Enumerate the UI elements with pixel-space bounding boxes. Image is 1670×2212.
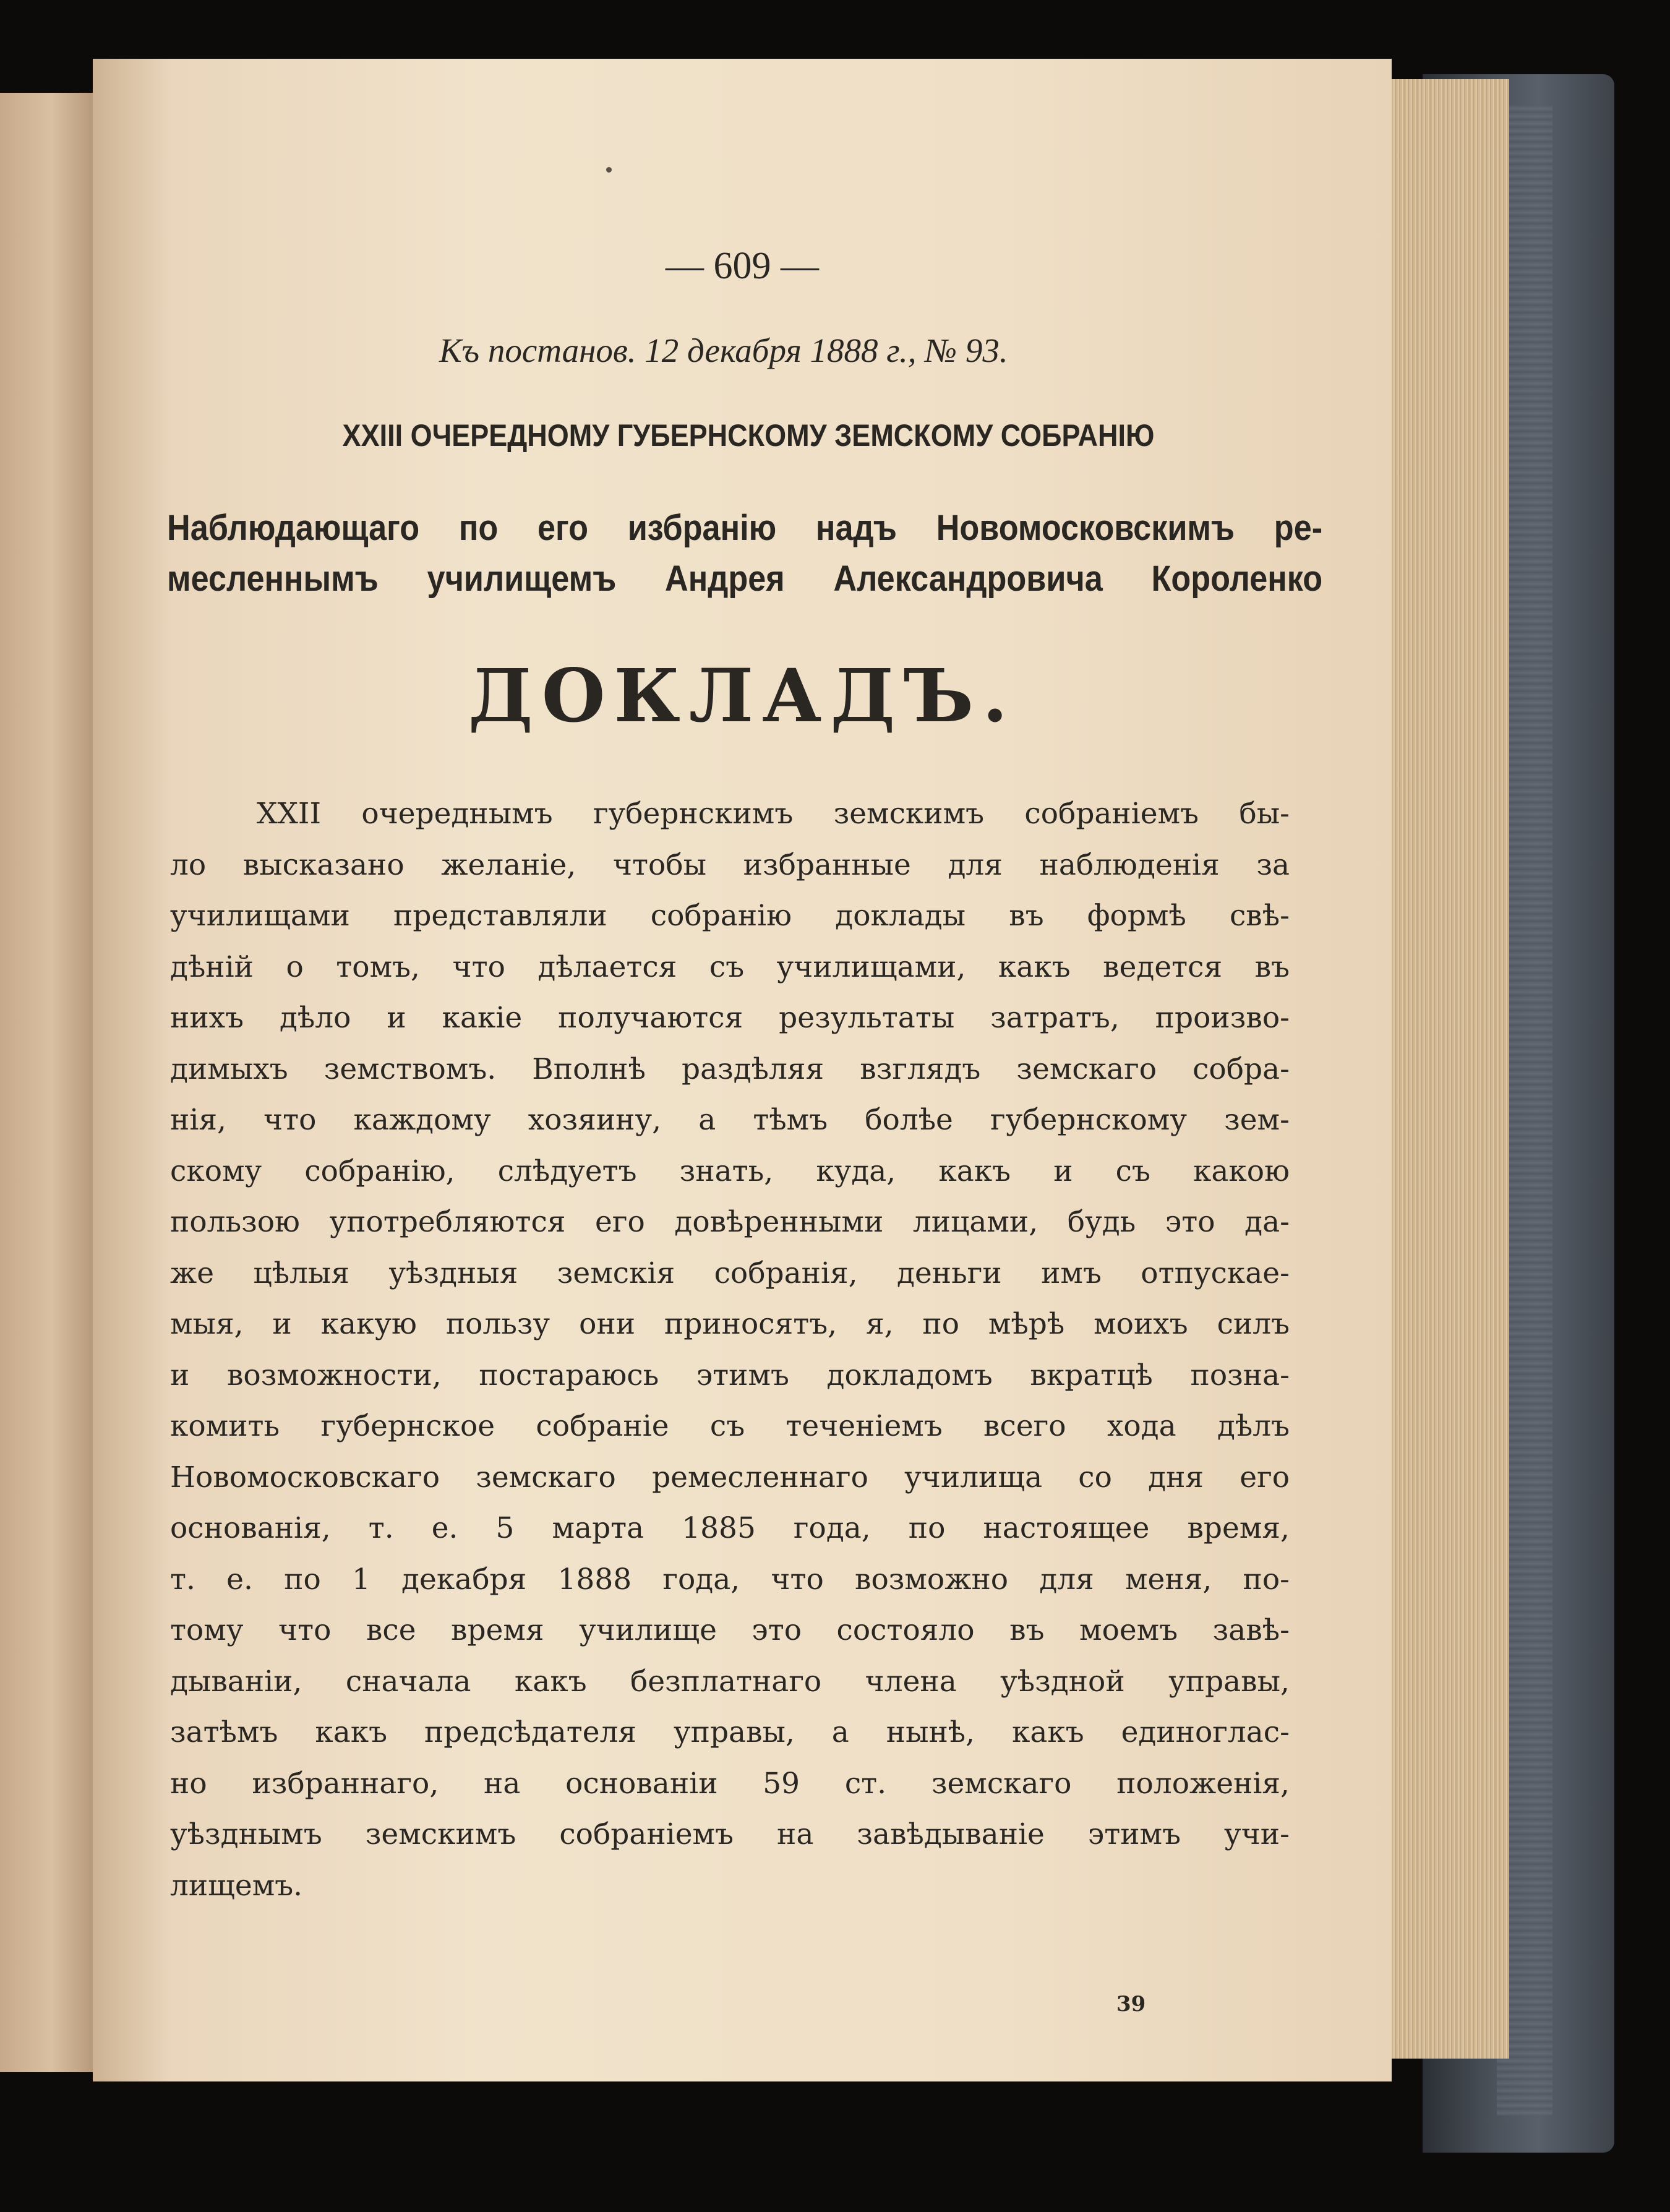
body-line: основанія, т. е. 5 марта 1885 года, по настоящее время, <box>170 1511 1290 1545</box>
page-number: — 609 — <box>666 245 819 287</box>
body-line: же цѣлыя уѣздныя земскія собранія, деньги имъ отпускае- <box>170 1256 1290 1290</box>
signature-mark: 39 <box>1116 1992 1146 2017</box>
body-line: нія, что каждому хозяину, а тѣмъ болѣе губернскому зем- <box>170 1103 1290 1137</box>
body-line: но избраннаго, на основаніи 59 ст. земскаго положенія, <box>170 1766 1290 1801</box>
body-line: дѣній о томъ, что дѣлается съ училищами, какъ ведется въ <box>170 950 1290 984</box>
body-line: Новомосковскаго земскаго ремесленнаго училища со дня его <box>170 1460 1290 1494</box>
body-line: скому собранію, слѣдуетъ знать, куда, какъ и съ какою <box>170 1154 1290 1188</box>
report-body <box>170 789 1290 1911</box>
assembly-heading: XXIII ОЧЕРЕДНОМУ ГУБЕРНСКОМУ ЗЕМСКОМУ СОБРАНІЮ <box>342 418 1155 453</box>
report-title: ДОКЛАДЪ. <box>468 653 1017 739</box>
body-line: пользою употребляются его довѣренными лицами, будь это да- <box>170 1205 1290 1239</box>
body-line: комить губернское собраніе съ теченіемъ всего хода дѣлъ <box>170 1409 1290 1443</box>
body-line: димыхъ земствомъ. Вполнѣ раздѣляя взглядъ земскаго собра- <box>170 1052 1290 1086</box>
body-line: мыя, и какую пользу они приносятъ, я, по мѣрѣ моихъ силъ <box>170 1307 1290 1341</box>
facing-page-edge <box>0 93 93 2072</box>
body-line: т. е. по 1 декабря 1888 года, что возможно для меня, по- <box>170 1562 1290 1597</box>
observer-heading-line: месленнымъ училищемъ Андрея Александровича Короленко <box>167 559 1323 599</box>
document-page <box>93 59 1392 2081</box>
resolution-reference: Къ постанов. 12 декабря 1888 г., № 93. <box>439 332 1008 369</box>
body-line: затѣмъ какъ предсѣдателя управы, а нынѣ, какъ единоглас- <box>170 1715 1290 1749</box>
page-stack-edge <box>1379 79 1509 2059</box>
body-line: уѣзднымъ земскимъ собраніемъ на завѣдываніе этимъ учи- <box>170 1817 1290 1851</box>
body-line: тому что все время училище это состояло въ моемъ завѣ- <box>170 1613 1290 1647</box>
body-line: училищами представляли собранію доклады въ формѣ свѣ- <box>170 899 1290 933</box>
observer-heading-line: Наблюдающаго по его избранію надъ Новомосковскимъ ре- <box>167 508 1323 548</box>
body-line: дываніи, сначала какъ безплатнаго члена уѣздной управы, <box>170 1664 1290 1699</box>
body-line: XXII очереднымъ губернскимъ земскимъ собраніемъ бы- <box>257 797 1290 831</box>
body-line: нихъ дѣло и какіе получаются результаты затратъ, произво- <box>170 1001 1290 1035</box>
body-line: ло высказано желаніе, чтобы избранные для наблюденія за <box>170 847 1290 882</box>
body-line: и возможности, постараюсь этимъ докладомъ вкратцѣ позна- <box>170 1358 1290 1392</box>
body-line: лищемъ. <box>170 1868 303 1903</box>
observer-heading <box>167 503 1324 604</box>
ink-speck <box>606 167 612 173</box>
